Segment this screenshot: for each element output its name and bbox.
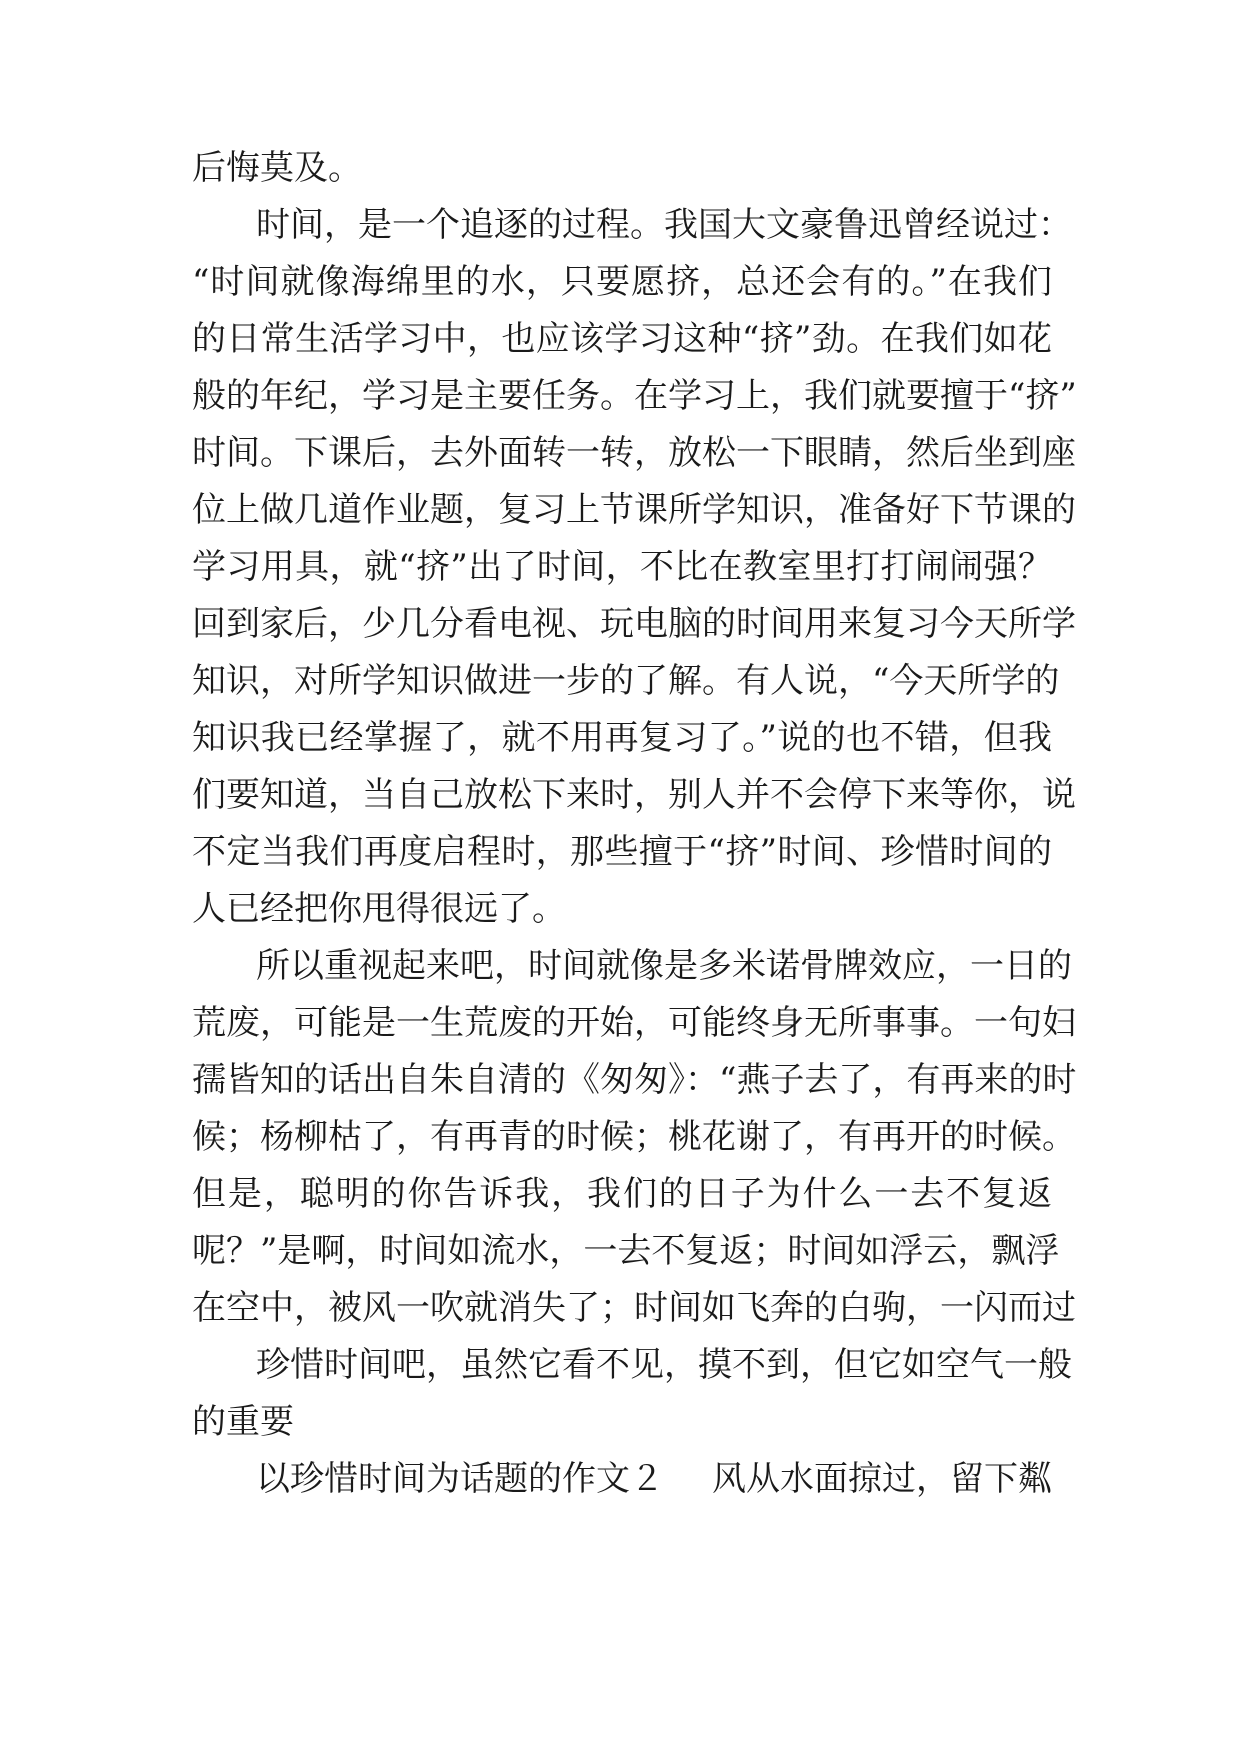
text-line: 在空中，被风一吹就消失了；时间如飞奔的白驹，一闪而过 <box>192 1288 1076 1328</box>
essay-heading-line <box>256 1450 1052 1508</box>
essay-first-line: 风从水面掠过，留下粼 <box>712 1459 1052 1499</box>
text-line: 知识，对所学知识做进一步的了解。有人说，“今天所学的 <box>192 661 1060 701</box>
text-line: 时间。下课后，去外面转一转，放松一下眼睛，然后坐到座 <box>192 433 1076 473</box>
paragraph-start-line: 所以重视起来吧，时间就像是多米诺骨牌效应，一日的 <box>256 946 1072 986</box>
text-line: 回到家后，少几分看电视、玩电脑的时间用来复习今天所学 <box>192 604 1076 644</box>
text-line: 人已经把你甩得很远了。 <box>192 889 566 929</box>
essay-title: 以珍惜时间为话题的作文２ <box>256 1459 664 1499</box>
text-line: 候；杨柳枯了，有再青的时候；桃花谢了，有再开的时候。 <box>192 1117 1076 1157</box>
text-line: 不定当我们再度启程时，那些擅于“挤”时间、珍惜时间的 <box>192 832 1052 872</box>
text-line: 但是，聪明的你告诉我，我们的日子为什么一去不复返 <box>192 1174 1052 1214</box>
text-line: 的日常生活学习中，也应该学习这种“挤”劲。在我们如花 <box>192 319 1052 359</box>
paragraph-start-line: 珍惜时间吧，虽然它看不见，摸不到，但它如空气一般 <box>256 1345 1072 1385</box>
text-line: “时间就像海绵里的水，只要愿挤，总还会有的。”在我们 <box>192 262 1052 302</box>
text-line: 呢？”是啊，时间如流水，一去不复返；时间如浮云，飘浮 <box>192 1231 1060 1271</box>
paragraph-start-line: 时间，是一个追逐的过程。我国大文豪鲁迅曾经说过： <box>256 205 1072 245</box>
text-line: 知识我已经掌握了，就不用再复习了。”说的也不错，但我 <box>192 718 1052 758</box>
text-line: 学习用具，就“挤”出了时间，不比在教室里打打闹闹强？ <box>192 547 1052 587</box>
text-line: 们要知道，当自己放松下来时，别人并不会停下来等你，说 <box>192 775 1076 815</box>
text-line: 位上做几道作业题，复习上节课所学知识，准备好下节课的 <box>192 490 1076 530</box>
text-line: 后悔莫及。 <box>192 148 362 188</box>
text-line: 孺皆知的话出自朱自清的《匆匆》：“燕子去了，有再来的时 <box>192 1060 1077 1100</box>
text-line: 荒废，可能是一生荒废的开始，可能终身无所事事。一句妇 <box>192 1003 1076 1043</box>
text-line: 般的年纪，学习是主要任务。在学习上，我们就要擅于“挤” <box>192 376 1077 416</box>
text-line: 的重要 <box>192 1402 294 1442</box>
